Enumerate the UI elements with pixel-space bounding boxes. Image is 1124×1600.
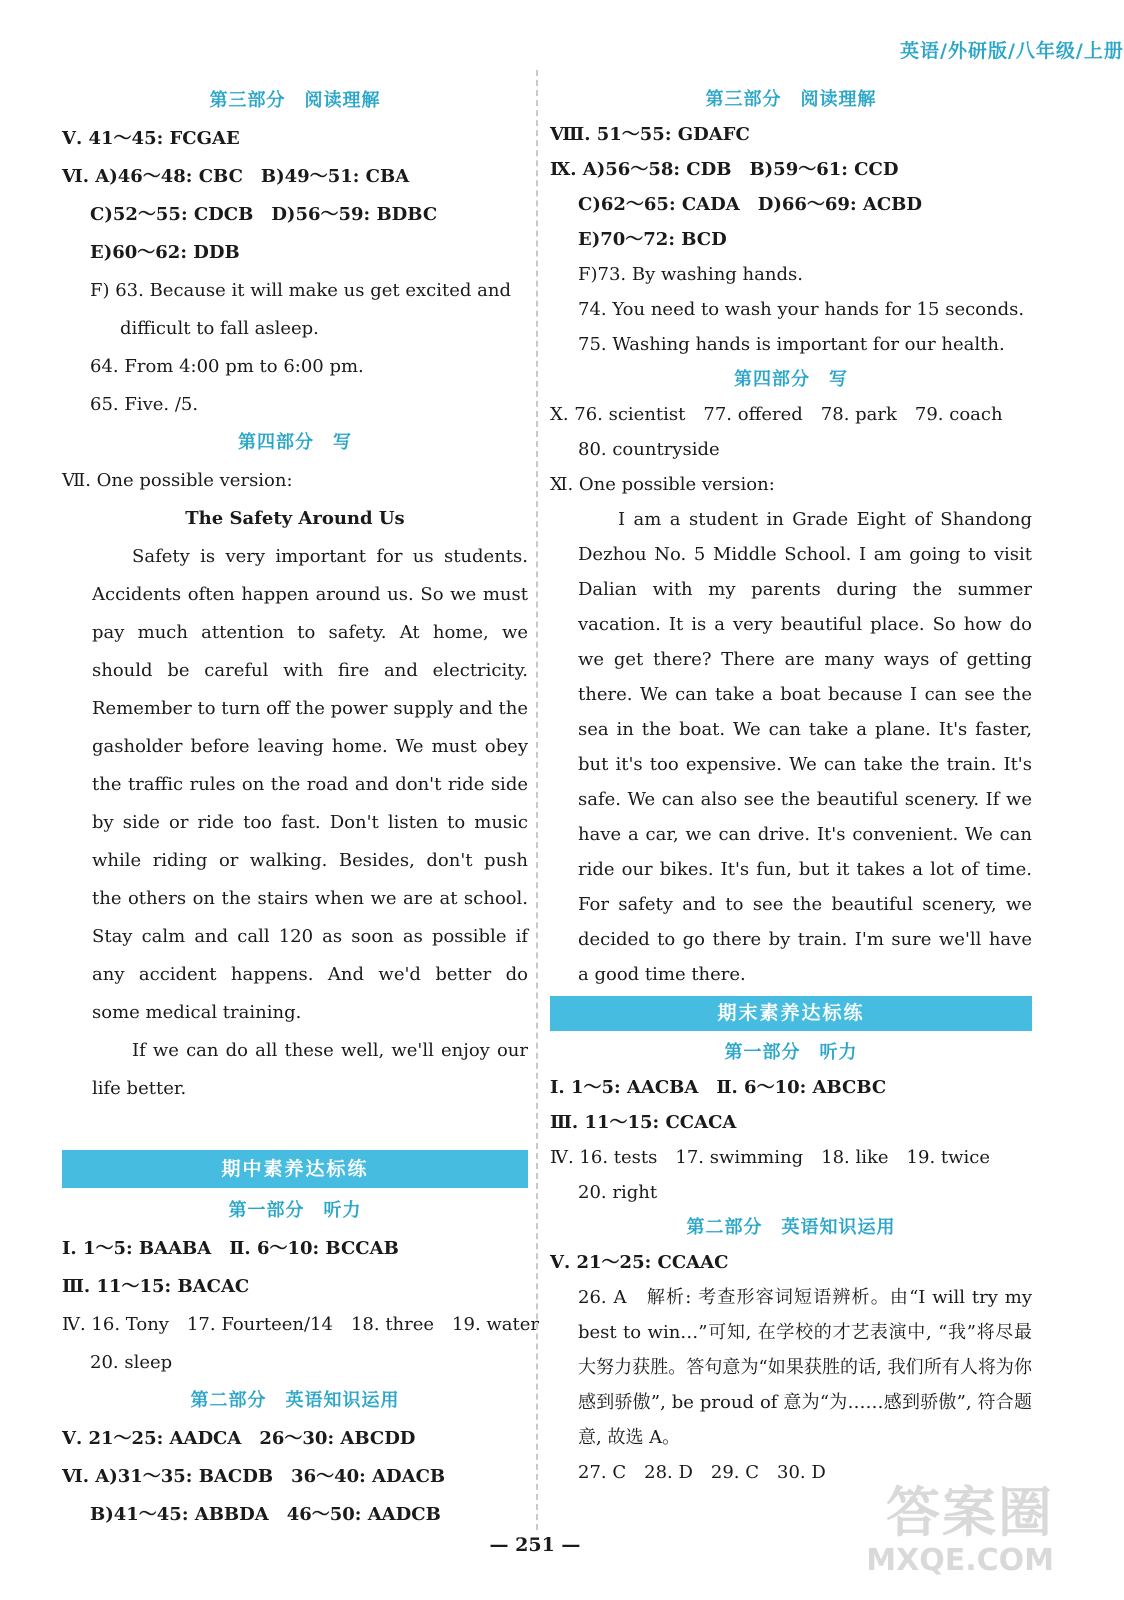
answer-line: E)70～72: BCD — [578, 229, 727, 250]
section-heading-reading: 第三部分 阅读理解 — [705, 89, 877, 110]
section-heading-reading: 第三部分 阅读理解 — [209, 90, 381, 111]
watermark-text: 答案圈 — [886, 1481, 1054, 1544]
answer-line: difficult to fall asleep. — [120, 318, 319, 339]
answer-line: 20. right — [578, 1182, 658, 1203]
banner-final: 期末素养达标练 — [550, 996, 1032, 1031]
answer-line: Ⅳ. 16. Tony 17. Fourteen/14 18. three 19. water — [62, 1314, 540, 1335]
answer-line: F) 63. Because it will make us get excited and — [90, 280, 511, 301]
page-number: — 251 — — [489, 1534, 581, 1556]
section-heading-listening: 第一部分 听力 — [724, 1042, 858, 1063]
answer-line: Ⅲ. 11～15: BACAC — [62, 1276, 250, 1297]
answer-line: 74. You need to wash your hands for 15 seconds. — [578, 299, 1025, 320]
answer-line: C)62～65: CADA D)66～69: ACBD — [578, 194, 922, 215]
answer-line: Ⅴ. 21～25: AADCA 26～30: ABCDD — [62, 1428, 416, 1449]
essay-title: The Safety Around Us — [185, 508, 405, 529]
answer-line: Ⅴ. 41～45: FCGAE — [62, 128, 240, 149]
banner-midterm: 期中素养达标练 — [62, 1150, 528, 1188]
answer-line: Ⅵ. A)31～35: BACDB 36～40: ADACB — [62, 1466, 446, 1487]
watermark-url: MXQE.COM — [866, 1543, 1054, 1578]
section-heading-writing: 第四部分 写 — [238, 432, 352, 453]
right-column — [550, 82, 1032, 1490]
answer-line: F)73. By washing hands. — [578, 264, 803, 285]
column-divider — [536, 70, 538, 1530]
section-heading-writing: 第四部分 写 — [734, 369, 848, 390]
answer-line: Ⅰ. 1～5: AACBA Ⅱ. 6～10: ABCBC — [550, 1077, 887, 1098]
answer-line: 20. sleep — [90, 1352, 173, 1373]
answer-line: Ⅹ. 76. scientist 77. offered 78. park 79. coach — [550, 404, 1003, 425]
answer-line: 27. C 28. D 29. C 30. D — [578, 1462, 826, 1483]
essay-paragraph: Safety is very important for us students. Accidents often happen around us. So we must pay much attention to safety. At home, we should be careful with fire and electricity. Remember to turn off the power supply and the gasholder before leaving home. We must obey the traffic rules on the road and don't ride side by side or ride too fast. Don't listen to music while riding or walking. Besides, don't push the others on the stairs when we are at school. Stay calm and call 120 as soon as possible if any accident happens. And we'd better do some medical training. — [92, 546, 528, 1023]
page-header — [650, 34, 1124, 64]
answer-line: Ⅳ. 16. tests 17. swimming 18. like 19. twice — [550, 1147, 991, 1168]
section-heading-knowledge: 第二部分 英语知识运用 — [686, 1217, 896, 1238]
answer-line: 65. Five. /5. — [90, 394, 199, 415]
essay-paragraph: If we can do all these well, we'll enjoy our life better. — [92, 1040, 528, 1099]
answer-line: Ⅺ. One possible version: — [550, 474, 775, 495]
section-heading-listening: 第一部分 听力 — [228, 1200, 362, 1221]
answer-explanation: 26. A 解析: 考查形容词短语辨析。由“I will try my best to win…”可知, 在学校的才艺表演中, “我”将尽最大努力获胜。答句意为“如果获胜的话, 我们所有人将为你感到骄傲”, be proud of 意为“为……感到骄傲”, 符合题意, 故选 A。 — [578, 1287, 1032, 1448]
answer-line: 64. From 4:00 pm to 6:00 pm. — [90, 356, 364, 377]
answer-line: Ⅸ. A)56～58: CDB B)59～61: CCD — [550, 159, 899, 180]
answer-line: Ⅰ. 1～5: BAABA Ⅱ. 6～10: BCCAB — [62, 1238, 399, 1259]
section-heading-knowledge: 第二部分 英语知识运用 — [190, 1390, 400, 1411]
answer-line: Ⅴ. 21～25: CCAAC — [550, 1252, 729, 1273]
answer-line: Ⅲ. 11～15: CCACA — [550, 1112, 737, 1133]
answer-line: Ⅵ. A)46～48: CBC B)49～51: CBA — [62, 166, 410, 187]
answer-line: Ⅷ. 51～55: GDAFC — [550, 124, 750, 145]
answer-line: E)60～62: DDB — [90, 242, 240, 263]
watermark-logo — [864, 1470, 1054, 1590]
header-title: 英语/外研版/八年级/上册 — [900, 39, 1124, 62]
answer-line: 80. countryside — [578, 439, 720, 460]
answer-line: Ⅶ. One possible version: — [62, 470, 293, 491]
answer-line: B)41～45: ABBDA 46～50: AADCB — [90, 1504, 441, 1525]
essay-paragraph: I am a student in Grade Eight of Shandong Dezhou No. 5 Middle School. I am going to visit Dalian with my parents during the summer vacation. It is a very beautiful place. So how do we get there? There are many ways of getting there. We can take a boat because I can see the sea in the boat. We can take a plane. It's faster, but it's too expensive. We can take the train. It's safe. We can also see the beautiful scenery. If we have a car, we can drive. It's convenient. We can ride our bikes. It's fun, but it takes a lot of time. For safety and to see the beautiful scenery, we decided to go there by train. I'm sure we'll have a good time there. — [578, 509, 1032, 985]
answer-line: 75. Washing hands is important for our health. — [578, 334, 1005, 355]
answer-line: C)52～55: CDCB D)56～59: BDBC — [90, 204, 438, 225]
left-column — [62, 82, 540, 1534]
